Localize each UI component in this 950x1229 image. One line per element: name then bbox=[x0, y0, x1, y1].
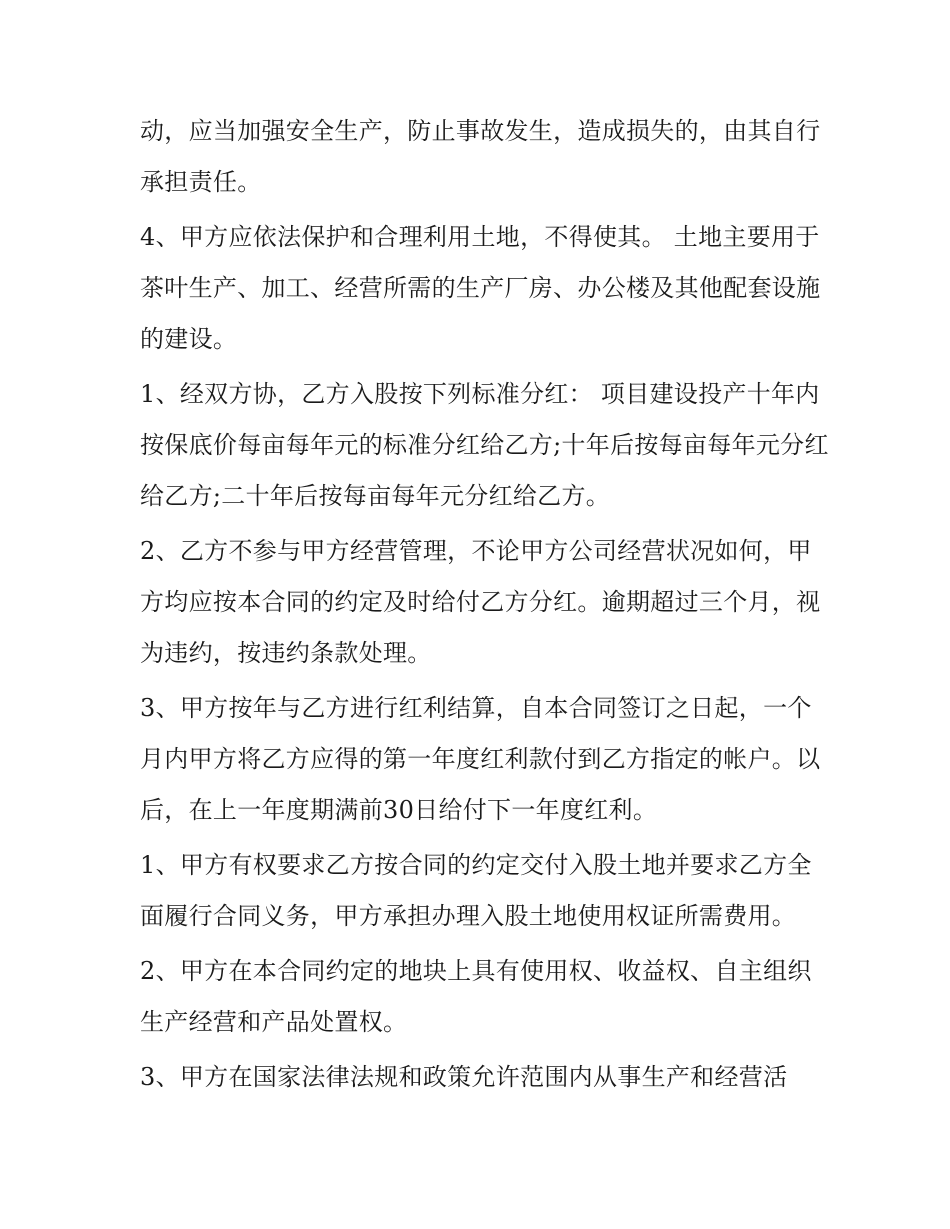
paragraph: 2、乙方不参与甲方经营管理，不论甲方公司经营状况如何，甲方均应按本合同的约定及时给付乙方分红。逾期超过三个月，视为违约，按违约条款处理。 bbox=[140, 537, 821, 667]
paragraph: 1、甲方有权要求乙方按合同的约定交付入股土地并要求乙方全面履行合同义务，甲方承担办理入股土地使用权证所需费用。 bbox=[140, 851, 812, 930]
paragraph: 2、甲方在本合同约定的地块上具有使用权、收益权、自主组织生产经营和产品处置权。 bbox=[140, 957, 812, 1036]
paragraph: 动，应当加强安全生产，防止事故发生，造成损失的，由其自行承担责任。 bbox=[140, 117, 821, 196]
document-body bbox=[140, 106, 830, 1107]
paragraph: 1、经双方协，乙方入股按下列标准分红： 项目建设投产十年内按保底价每亩每年元的标准分红给乙方;十年后按每亩每年元分红给乙方;二十年后按每亩每年元分红给乙方。 bbox=[140, 380, 829, 510]
paragraph: 4、甲方应依法保护和合理利用土地，不得使其。 土地主要用于茶叶生产、加工、经营所需的生产厂房、办公楼及其他配套设施的建设。 bbox=[140, 223, 821, 353]
paragraph: 3、甲方按年与乙方进行红利结算，自本合同签订之日起，一个月内甲方将乙方应得的第一年度红利款付到乙方指定的帐户。以后，在上一年度期满前30日给付下一年度红利。 bbox=[140, 694, 821, 824]
paragraph: 3、甲方在国家法律法规和政策允许范围内从事生产和经营活 bbox=[140, 1063, 788, 1091]
